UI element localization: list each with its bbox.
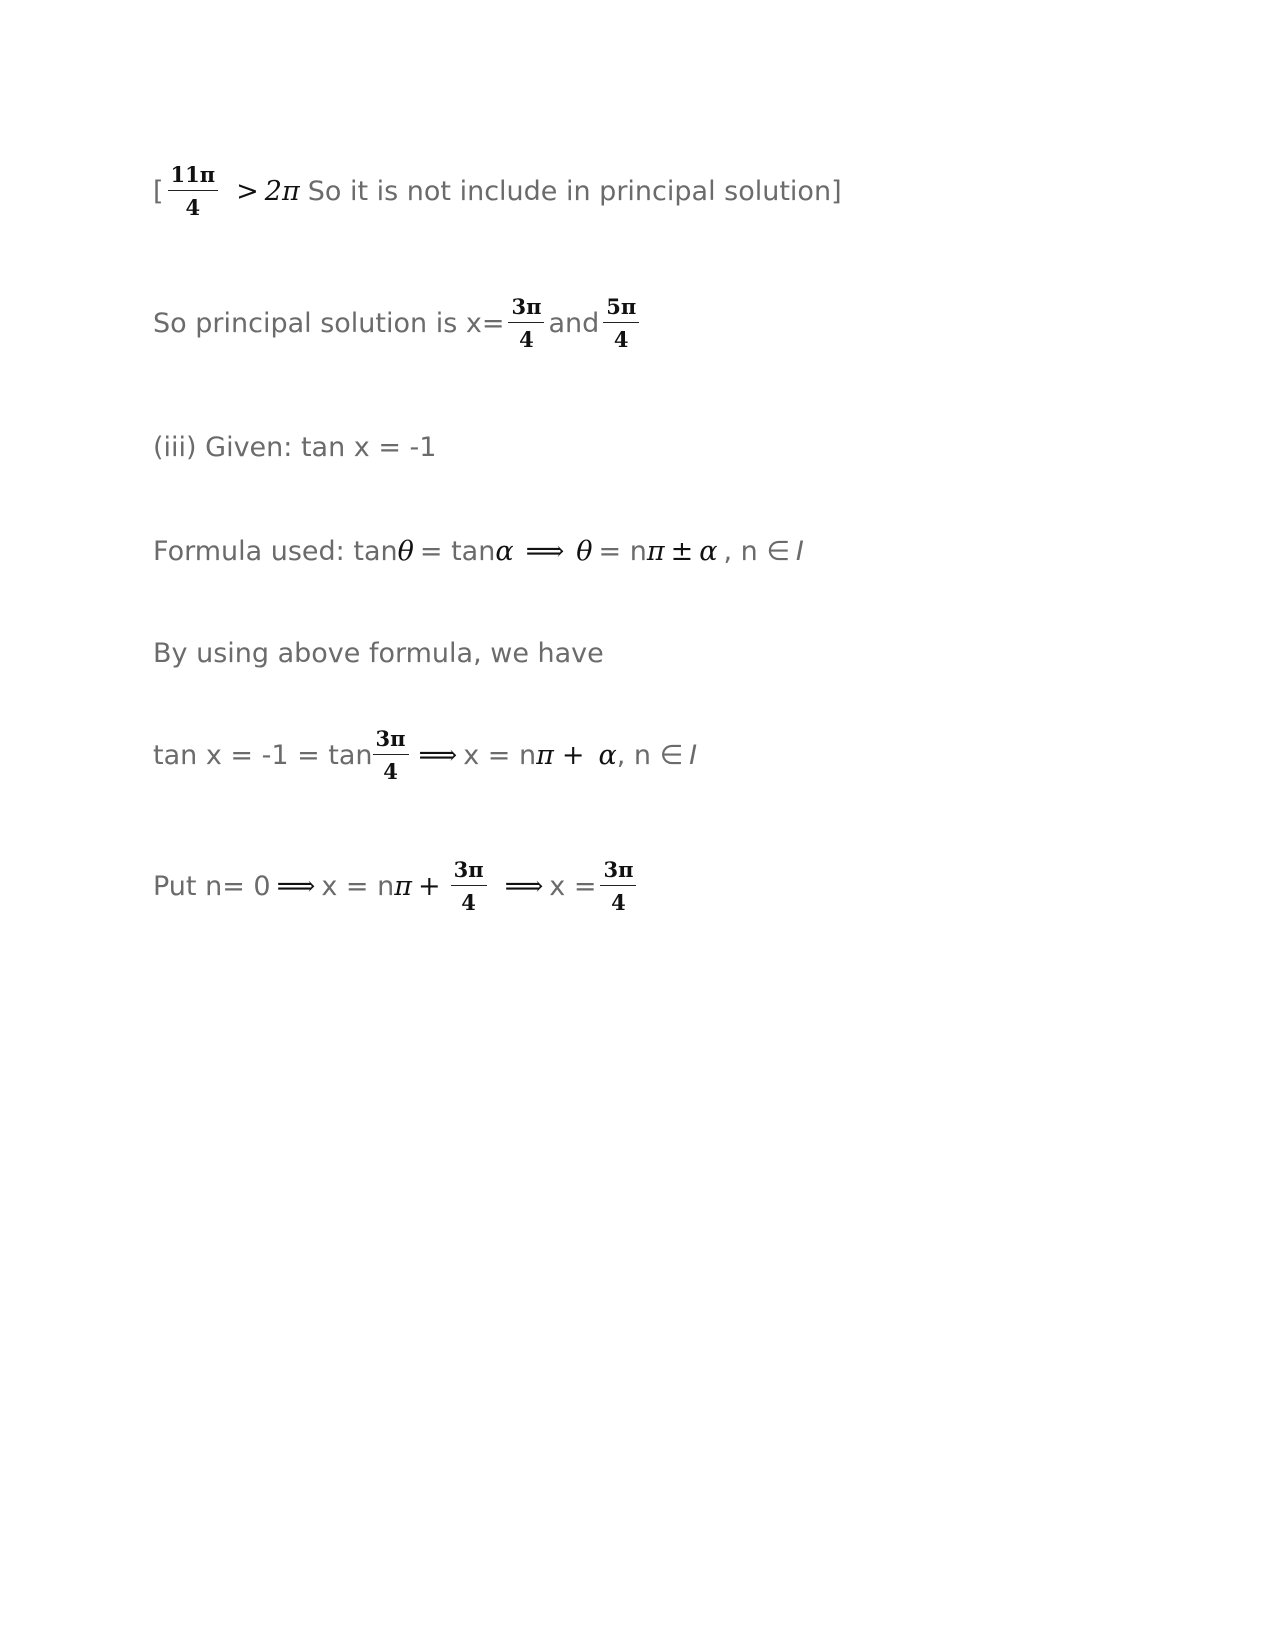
equals-n-text: = n bbox=[598, 536, 647, 567]
fraction-numerator: 3π bbox=[373, 727, 409, 755]
alpha-symbol: α bbox=[598, 740, 617, 772]
fraction-3pi-over-4 bbox=[373, 727, 409, 784]
open-bracket: [ bbox=[153, 176, 164, 208]
formula-label: Formula used: tan bbox=[153, 536, 398, 567]
using-formula-line bbox=[153, 640, 604, 667]
equals-tan-text: = tan bbox=[419, 536, 496, 567]
note-text: So it is not include in principal solution] bbox=[307, 176, 842, 208]
fraction-numerator: 3π bbox=[451, 858, 487, 886]
tan-solution-line bbox=[153, 727, 697, 784]
non-principal-note bbox=[153, 163, 842, 220]
x-equals-n-text: x = n bbox=[321, 871, 395, 903]
fraction-denominator: 4 bbox=[461, 890, 476, 916]
principal-solution-text: So principal solution is x= bbox=[153, 308, 505, 340]
greater-than-symbol: > bbox=[236, 176, 259, 208]
integer-set-symbol: I bbox=[795, 536, 804, 567]
put-n-line bbox=[153, 858, 640, 915]
fraction-numerator: 11π bbox=[168, 163, 219, 191]
principal-solution-line bbox=[153, 295, 643, 352]
integer-set-symbol: I bbox=[689, 740, 698, 772]
implies-symbol: ⟹ bbox=[418, 740, 458, 772]
fraction-numerator: 5π bbox=[603, 295, 639, 323]
given-line bbox=[153, 434, 436, 461]
alpha-symbol: α bbox=[495, 536, 514, 567]
alpha-symbol: α bbox=[699, 536, 718, 567]
plus-minus-symbol: ± bbox=[670, 536, 694, 567]
implies-symbol: ⟹ bbox=[276, 871, 316, 903]
theta-symbol: θ bbox=[576, 536, 593, 567]
fraction-11pi-over-4 bbox=[168, 163, 219, 220]
n-in-text: , n ∈ bbox=[616, 740, 684, 772]
fraction-denominator: 4 bbox=[611, 890, 626, 916]
fraction-numerator: 3π bbox=[600, 858, 636, 886]
pi-symbol: π bbox=[536, 740, 554, 772]
plus-symbol: + bbox=[561, 740, 585, 772]
fraction-numerator: 3π bbox=[508, 295, 544, 323]
put-n-text: Put n= 0 bbox=[153, 871, 271, 903]
plus-symbol: + bbox=[417, 871, 441, 903]
implies-symbol: ⟹ bbox=[504, 871, 544, 903]
fraction-5pi-over-4 bbox=[603, 295, 639, 352]
formula-line bbox=[153, 538, 804, 565]
pi-symbol: π bbox=[394, 871, 412, 903]
pi-symbol: π bbox=[646, 536, 665, 567]
and-text: and bbox=[548, 308, 600, 340]
fraction-denominator: 4 bbox=[613, 327, 629, 353]
fraction-denominator: 4 bbox=[383, 759, 398, 785]
fraction-3pi-over-4 bbox=[451, 858, 487, 915]
fraction-denominator: 4 bbox=[185, 195, 201, 221]
fraction-denominator: 4 bbox=[519, 327, 534, 353]
theta-symbol: θ bbox=[397, 536, 414, 567]
x-equals-n-text: x = n bbox=[463, 740, 537, 772]
x-equals-text: x = bbox=[549, 871, 597, 903]
given-text: (iii) Given: tan x = -1 bbox=[153, 432, 437, 463]
n-in-text: , n ∈ bbox=[723, 536, 790, 567]
using-formula-text: By using above formula, we have bbox=[153, 638, 604, 669]
fraction-3pi-over-4 bbox=[600, 858, 636, 915]
implies-symbol: ⟹ bbox=[525, 536, 565, 567]
tan-equation-text: tan x = -1 = tan bbox=[153, 740, 373, 772]
fraction-3pi-over-4 bbox=[508, 295, 544, 352]
two-pi: 2π bbox=[264, 176, 300, 208]
